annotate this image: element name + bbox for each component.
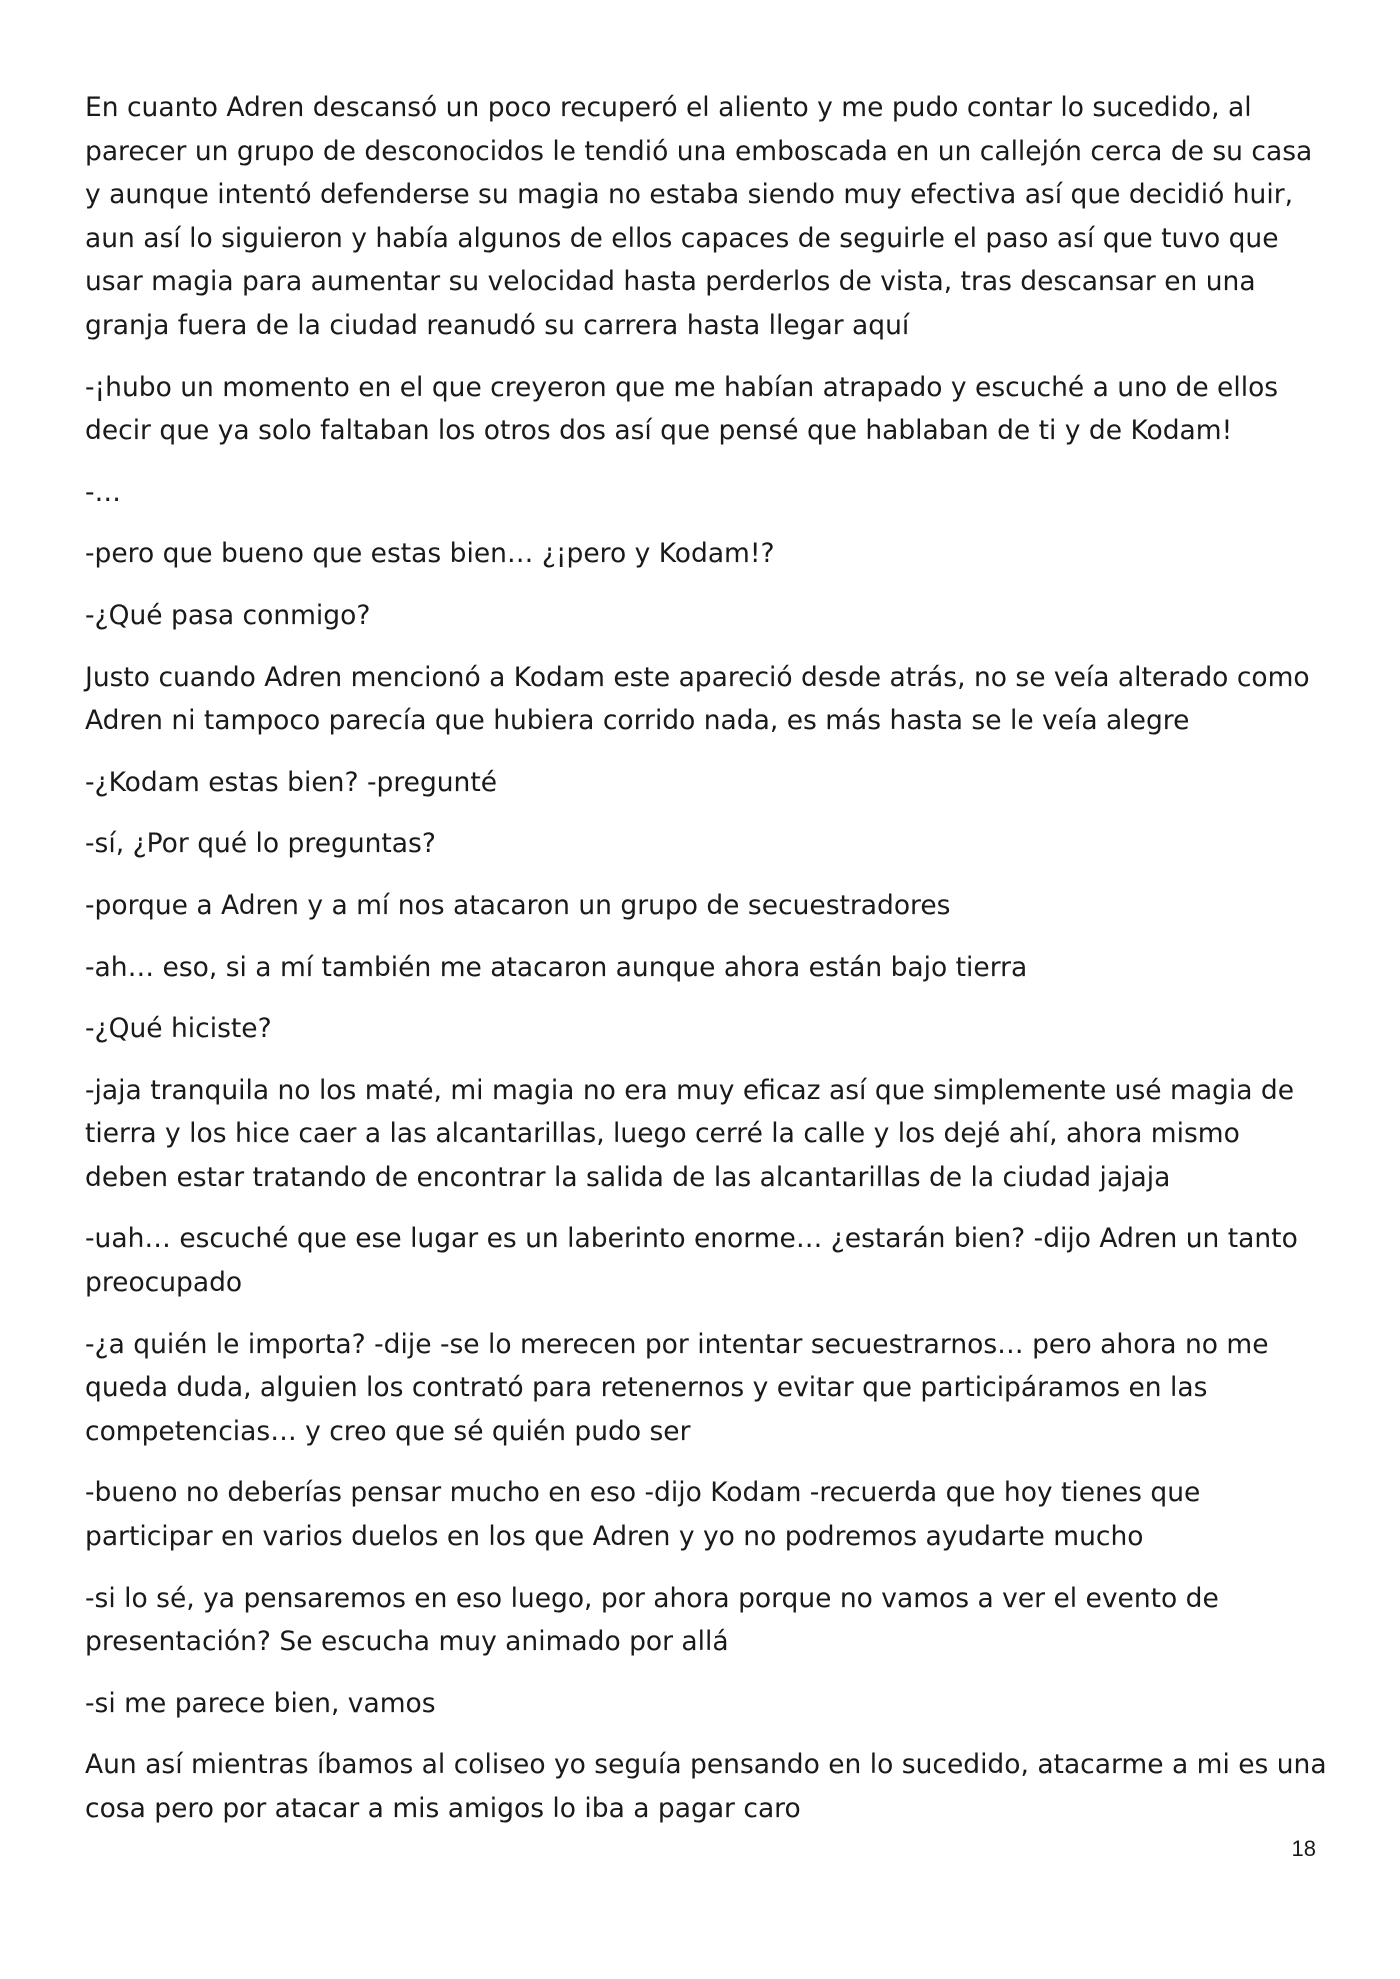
paragraph-6: Justo cuando Adren mencionó a Kodam este apareció desde atrás, no se veía alterado como Adren ni tampoco parecía que hubiera corrido nada, es más hasta se le veía alegre (85, 661, 1310, 737)
paragraph-17: -si me parece bien, vamos (85, 1687, 436, 1719)
paragraph-18: Aun así mientras íbamos al coliseo yo seguía pensando en lo sucedido, atacarme a mi es una cosa pero por atacar a mis amigos lo iba a pagar caro (85, 1749, 1327, 1824)
paragraph-16: -si lo sé, ya pensaremos en eso luego, por ahora porque no vamos a ver el evento de presentación? Se escucha muy animado por allá (85, 1582, 1219, 1658)
paragraph-8: -sí, ¿Por qué lo preguntas? (85, 828, 436, 860)
paragraph-14: -¿a quién le importa? -dije -se lo merecen por intentar secuestrarnos… pero ahora no me queda duda, alguien los contrató para retenernos y evitar que participáramos en las competencias… y creo que sé quién pudo ser (85, 1328, 1269, 1447)
paragraph-1: En cuanto Adren descansó un poco recuperó el aliento y me pudo contar lo sucedido, al parecer un grupo de desconocidos le tendió una emboscada en un callejón cerca de su casa y aunque intentó defenderse su magia no estaba siendo muy efectiva así que decidió huir, aun así lo siguieron y había algunos de ellos capaces de seguirle el paso así que tuvo que usar magia para aumentar su velocidad hasta perderlos de vista, tras descansar en una granja fuera de la ciudad reanudó su carrera hasta llegar aquí (85, 92, 1313, 341)
paragraph-9: -porque a Adren y a mí nos atacaron un grupo de secuestradores (85, 889, 951, 921)
paragraph-7: -¿Kodam estas bien? -pregunté (85, 766, 498, 798)
paragraph-11: -¿Qué hiciste? (85, 1013, 272, 1045)
page-number: 18 (1291, 1836, 1316, 1861)
paragraph-10: -ah… eso, si a mí también me atacaron aunque ahora están bajo tierra (85, 951, 1028, 983)
paragraph-12: -jaja tranquila no los maté, mi magia no era muy eficaz así que simplemente usé magia de tierra y los hice caer a las alcantarillas, luego cerré la calle y los dejé ahí, ahora mismo deben estar tratando de encontrar la salida de las alcantarillas de la ciudad jajaja (85, 1074, 1295, 1193)
paragraph-2: -¡hubo un momento en el que creyeron que me habían atrapado y escuché a uno de ellos decir que ya solo faltaban los otros dos así que pensé que hablaban de ti y de Kodam! (85, 371, 1279, 447)
paragraph-3: -… (85, 476, 122, 508)
paragraph-4: -pero que bueno que estas bien… ¿¡pero y Kodam!? (85, 538, 775, 570)
page-body (85, 86, 1330, 1849)
paragraph-13: -uah… escuché que ese lugar es un laberinto enorme… ¿estarán bien? -dijo Adren un tanto preocupado (85, 1223, 1298, 1299)
paragraph-5: -¿Qué pasa conmigo? (85, 599, 371, 631)
paragraph-15: -bueno no deberías pensar mucho en eso -dijo Kodam -recuerda que hoy tienes que participar en varios duelos en los que Adren y yo no podremos ayudarte mucho (85, 1477, 1201, 1553)
